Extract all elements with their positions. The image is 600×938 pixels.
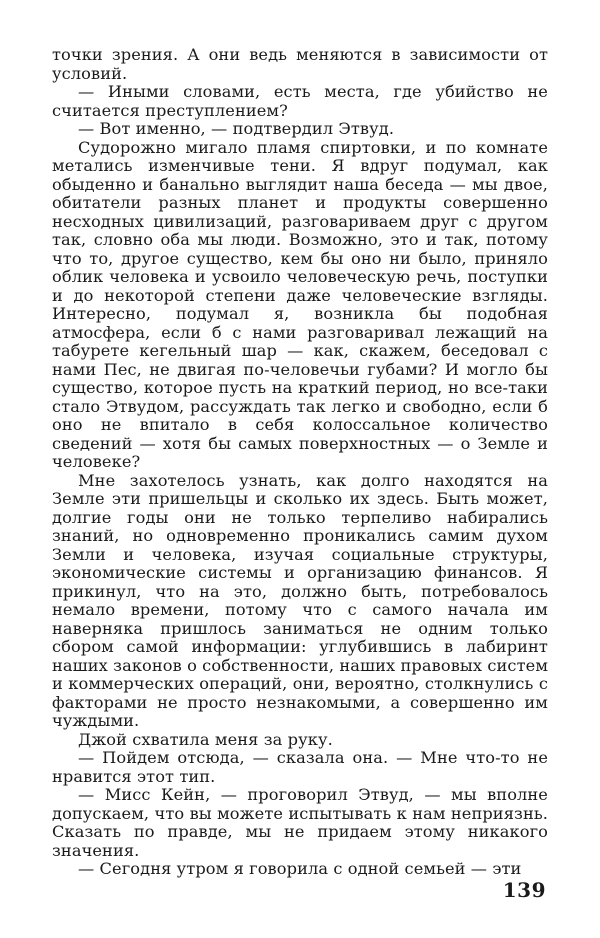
paragraph-dialogue: — Мисс Кейн, — проговорил Этвуд, — мы вполне допускаем, что вы можете испытывать к нам неприязнь. Сказать по правде, мы не придаем этому никакого значения. xyxy=(52,785,548,860)
page-number: 139 xyxy=(502,878,546,902)
paragraph-narration: Мне захотелось узнать, как долго находятся на Земле эти пришельцы и сколько их здесь. Быть может, долгие годы они не только терпеливо набирались знаний, но одновременно проникались самим духом Земли и человека, изучая социальные структуры, экономические системы и организацию финансов. Я прикинул, что на это, должно быть, потребовалось немало времени, потому что с самого начала им наверняка пришлось заниматься не одним только сбором самой информации: углубившись в лабиринт наших законов о собственности, наших правовых систем и коммерческих операций, они, вероятно, столкнулись с факторами не просто незнакомыми, а совершенно им чуждыми. xyxy=(52,470,549,730)
paragraph-dialogue: — Иными словами, есть места, где убийство не считается преступлением? xyxy=(52,82,548,120)
paragraph-dialogue: — Пойдем отсюда, — сказала она. — Мне что-то не нравится этот тип. xyxy=(52,748,548,786)
page-body xyxy=(52,46,548,879)
paragraph-narration: Джой схватила меня за руку. xyxy=(78,729,333,749)
paragraph-continuation: точки зрения. А они ведь меняются в зависимости от условий. xyxy=(52,45,548,83)
paragraph-dialogue: — Сегодня утром я говорила с одной семьей — эти xyxy=(78,859,522,878)
text-column xyxy=(52,46,548,879)
paragraph-dialogue: — Вот именно, — подтвердил Этвуд. xyxy=(78,119,395,138)
paragraph-narration: Судорожно мигало пламя спиртовки, и по комнате метались изменчивые тени. Я вдруг подумал, как обыденно и банально выглядит наша беседа — мы двое, обитатели разных планет и продукты совершенно несходных цивилизаций, разговариваем друг с другом так, словно оба мы люди. Возможно, это и так, потому что то, другое существо, кем бы оно ни было, приняло облик человека и усвоило человеческую речь, поступки и до некоторой степени даже человеческие взгляды. Интересно, подумал я, возникла бы подобная атмосфера, если б с нами разговаривал лежащий на табурете кегельный шар — как, скажем, беседовал с нами Пес, не двигая по-человечьи губами? И могло бы существо, которое пусть на краткий период, но все-таки стало Этвудом, рассуждать так легко и свободно, если б оно не впитало в себя колоссальное количество сведений — хотя бы самых поверхностных — о Земле и человеке? xyxy=(52,137,548,471)
